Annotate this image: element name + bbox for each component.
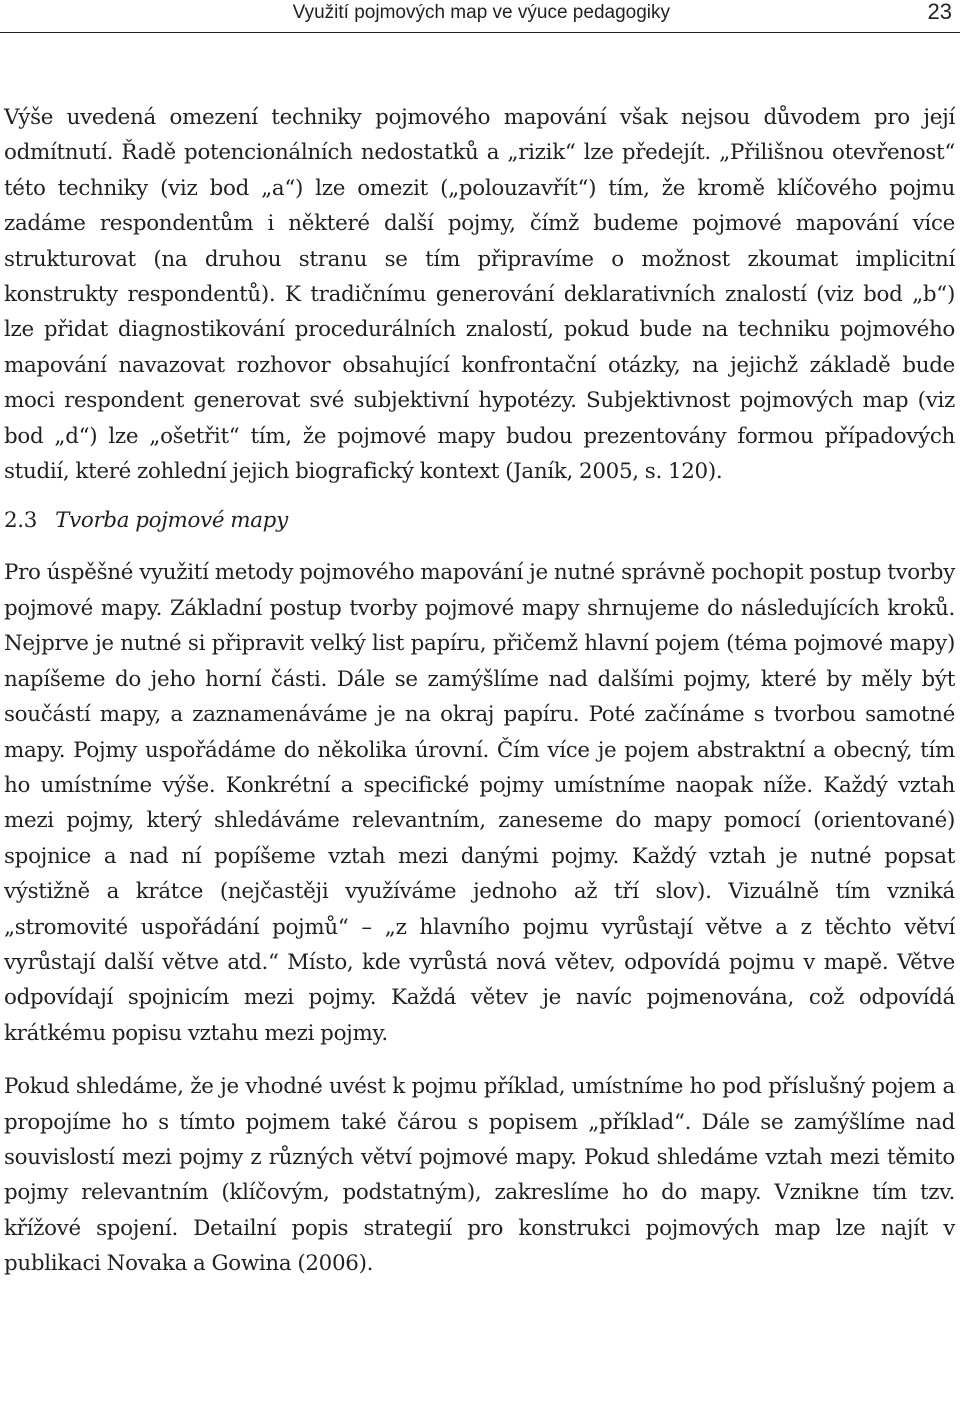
section-number: 2.3 [4, 508, 38, 534]
paragraph: Výše uvedená omezení techniky pojmového mapování však nejsou důvodem pro její odmítnutí. Řadě potencionálních nedostatků a „rizik“ lze předejít. „Přilišnou otevřenost“ této techniky (viz bod „a“) lze omezit („polouzavřít“) tím, že kromě klíčového pojmu zadáme respondentům i některé další pojmy, čímž budeme pojmové mapování více strukturovat (na druhou stranu se tím připravíme o možnost zkoumat implicitní konstrukty respondentů). K tradičnímu generování deklarativních znalostí (viz bod „b“) lze přidat diagnostikování procedurálních znalostí, pokud bude na techniku pojmového mapování navazovat rozhovor obsahující konfrontační otázky, na jejichž základě bude moci respondent generovat své subjektivní hypotézy. Subjektivnost pojmových map (viz bod „d“) lze „ošetřit“ tím, že pojmové mapy budou prezentovány formou případových studií, které zohlední jejich biografický kontext (Janík, 2005, s. 120). [4, 105, 955, 485]
section-heading [4, 506, 955, 536]
running-title: Využití pojmových map ve výuce pedagogiky [292, 2, 670, 23]
page-number: 23 [927, 0, 952, 24]
paragraph: Pro úspěšné využití metody pojmového mapování je nutné správně pochopit postup tvorby pojmové mapy. Základní postup tvorby pojmové mapy shrnujeme do následujících kroků. Nejprve je nutné si připravit velký list papíru, přičemž hlavní pojem (téma pojmové mapy) napíšeme do jeho horní části. Dále se zamýšlíme nad dalšími pojmy, které by měly být součástí mapy, a zaznamenáváme je na okraj papíru. Poté začínáme s tvorbou samotné mapy. Pojmy uspořádáme do několika úrovní. Čím více je pojem abstraktní a obecný, tím ho umístníme výše. Konkrétní a specifické pojmy umístníme naopak níže. Každý vztah mezi pojmy, který shledáváme relevantním, zaneseme do mapy pomocí (orientované) spojnice a nad ní popíšeme vztah mezi danými pojmy. Každý vztah je nutné popsat výstižně a krátce (nejčastěji využíváme jednoho až tří slov). Vizuálně tím vzniká „stromovité uspořádání pojmů“ – „z hlavního pojmu vyrůstají větve a z těchto větví vyrůstají další větve atd.“ Místo, kde vyrůstá nová větev, odpovídá pojmu v mapě. Větve odpovídají spojnicím mezi pojmy. Každá větev je navíc pojmenována, což odpovídá krátkému popisu vztahu mezi pojmy. [4, 560, 955, 1046]
page-body [4, 100, 955, 1282]
page-header [0, 0, 960, 33]
section-title: Tvorba pojmové mapy [55, 508, 288, 534]
paragraph: Pokud shledáme, že je vhodné uvést k pojmu příklad, umístníme ho pod příslušný pojem a propojíme ho s tímto pojmem také čárou s popisem „příklad“. Dále se zamýšlíme nad souvislostí mezi pojmy z různých větví pojmové mapy. Pokud shledáme vztah mezi těmito pojmy relevantním (klíčovým, podstatným), zakreslíme ho do mapy. Vznikne tím tzv. křížové spojení. Detailní popis strategií pro konstrukci pojmových map lze najít v publikaci Novaka a Gowina (2006). [4, 1074, 955, 1277]
